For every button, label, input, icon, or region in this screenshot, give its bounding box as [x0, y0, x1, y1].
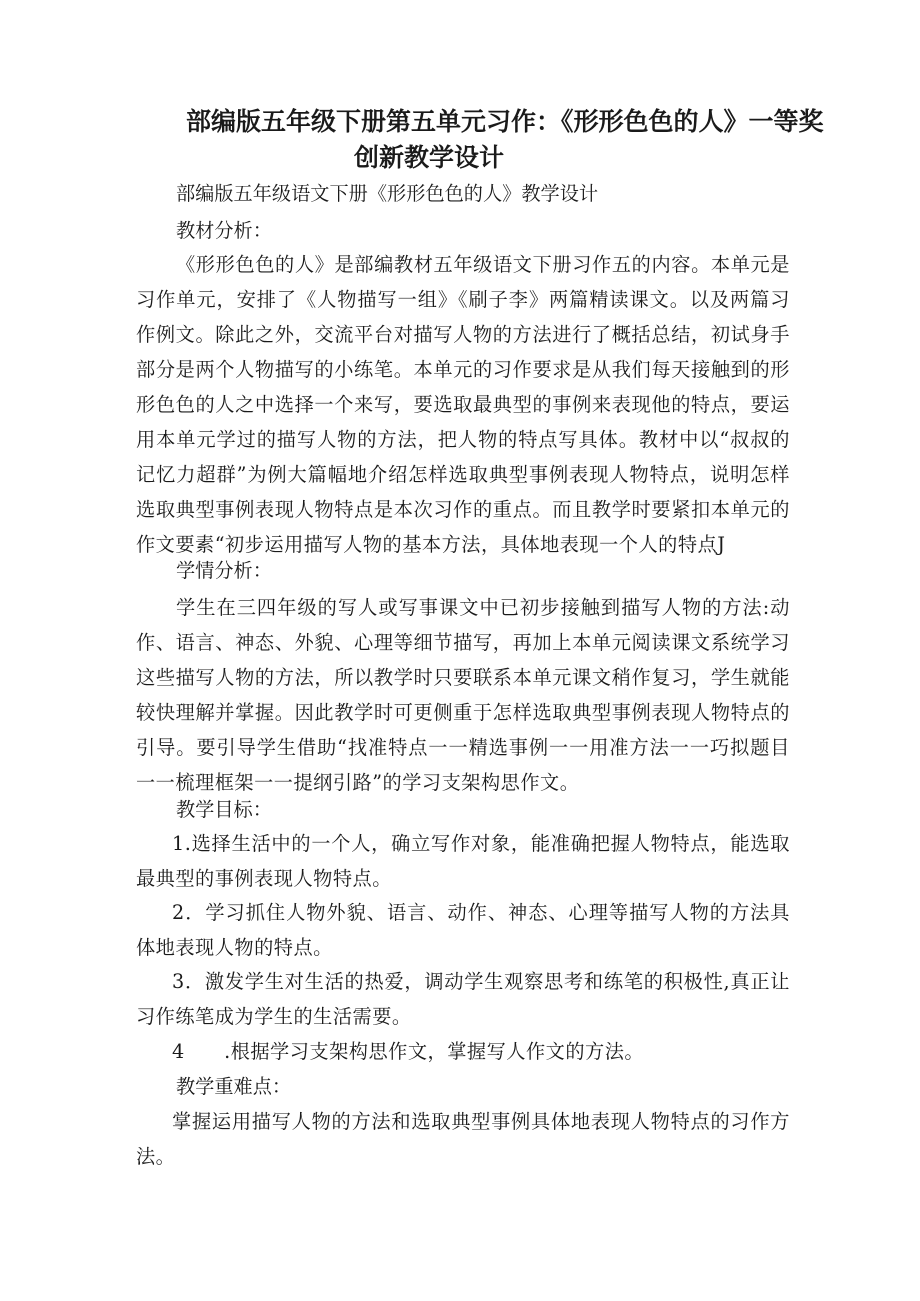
student-analysis-heading: 学情分析： [176, 559, 272, 582]
document-title [186, 104, 824, 176]
student-analysis-text: 学生在三四年级的写人或写事课文中已初步接触到描写人物的方法:动作、语言、神态、外貌、心理等细节描写，再加上本单元阅读课文系统学习这些描写人物的方法，所以教学时只要联系本单元课文稍作复习，学生就能较快理解并掌握。因此教学时可更侧重于怎样选取典型事例表现人物特点的引导。要引导学生借助“找准特点一一精选事例一一用准方法一一巧拟题目一一梳理框架一一提纲引路”的学习支架构思作文。 [136, 596, 790, 794]
teaching-goal-2: 2．学习抓住人物外貌、语言、动作、神态、心理等描写人物的方法具体地表现人物的特点。 [136, 901, 790, 959]
material-analysis-text: 《形形色色的人》是部编教材五年级语文下册习作五的内容。本单元是习作单元，安排了《人物描写一组》《刷子李》两篇精读课文。以及两篇习作例文。除此之外，交流平台对描写人物的方法进行了概括总结，初试身手部分是两个人物描写的小练笔。本单元的习作要求是从我们每天接触到的形形色色的人之中选择一个来写，要选取最典型的事例来表现他的特点，要运用本单元学过的描写人物的方法，把人物的特点写具体。教材中以“叔叔的记忆力超群”为例大篇幅地介绍怎样选取典型事例表现人物特点，说明怎样选取典型事例表现人物特点是本次习作的重点。而且教学时要紧扣本单元的作文要素“初步运用描写人物的基本方法，具体地表现一个人的特点J [136, 253, 790, 556]
material-analysis-heading: 教材分析： [176, 219, 272, 242]
key-difficulty-heading: 教学重难点： [176, 1075, 292, 1098]
title-line-2: 创新教学设计 [354, 143, 505, 172]
title-line-1: 部编版五年级下册第五单元习作：《形形色色的人》一等奖 [186, 107, 824, 136]
teaching-goals-heading: 教学目标： [176, 798, 272, 821]
teaching-goal-4: 4 .根据学习支架构思作文，掌握写人作文的方法。 [172, 1040, 645, 1063]
key-difficulty-text: 掌握运用描写人物的方法和选取典型事例具体地表现人物特点的习作方法。 [136, 1110, 790, 1168]
subtitle: 部编版五年级语文下册《形形色色的人》教学设计 [176, 182, 599, 205]
teaching-goal-3: 3．激发学生对生活的热爱，调动学生观察思考和练笔的积极性,真正让习作练笔成为学生的生活需要。 [136, 970, 790, 1028]
teaching-goal-1: 1.选择生活中的一个人，确立写作对象，能准确把握人物特点，能选取最典型的事例表现人物特点。 [136, 832, 790, 890]
